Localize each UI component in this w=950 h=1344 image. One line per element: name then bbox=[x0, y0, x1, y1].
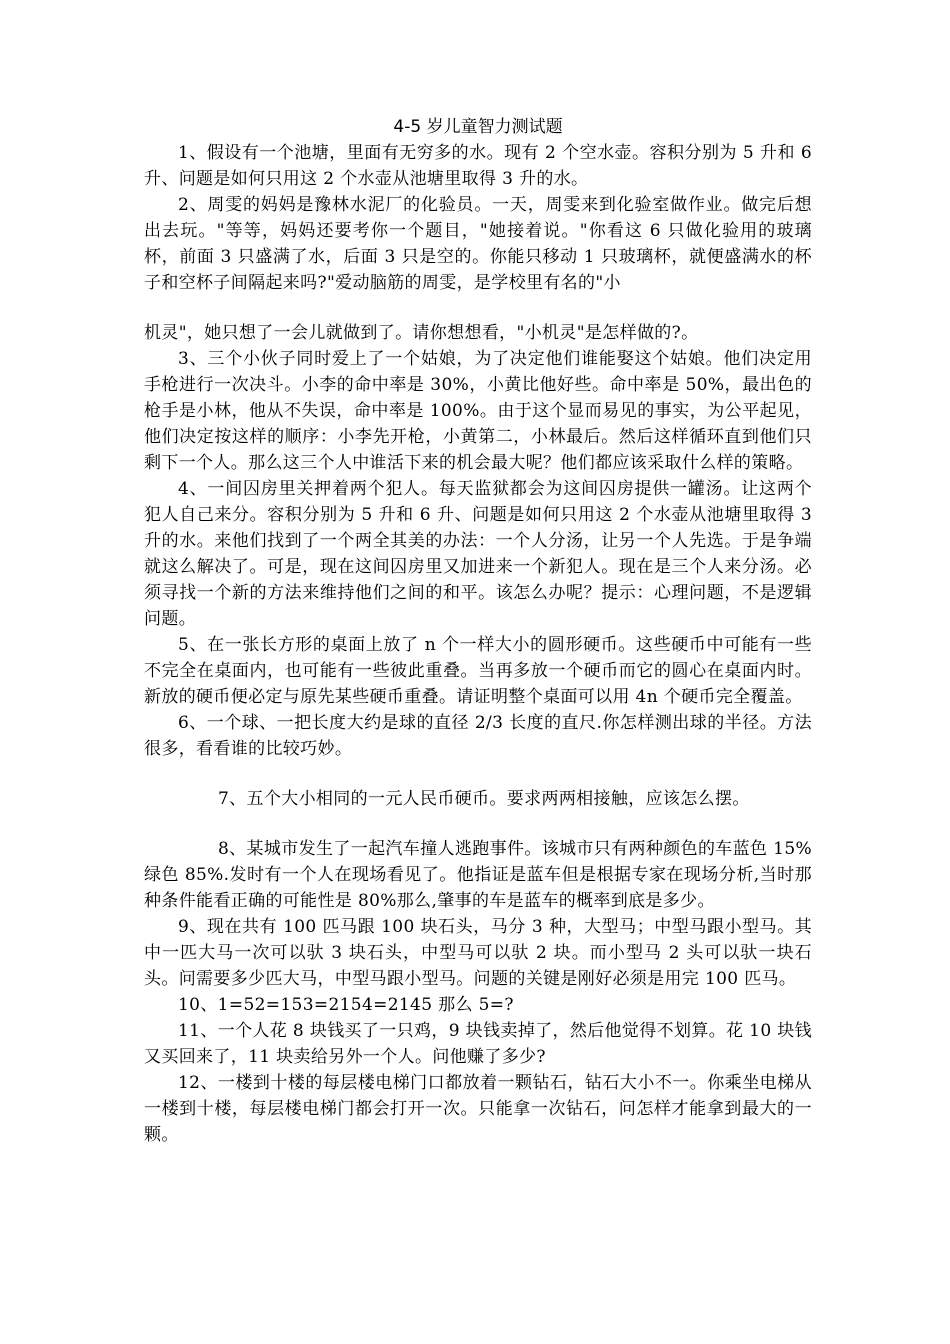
question-9: 9、现在共有 100 匹马跟 100 块石头，马分 3 种，大型马；中型马跟小型马。其中一匹大马一次可以驮 3 块石头，中型马可以驮 2 块。而小型马 2 头可以驮一块石头。问需要多少匹大马，中型马跟小型马。问题的关键是刚好必须是用完 100 匹马。 bbox=[144, 917, 812, 989]
question-6: 6、一个球、一把长度大约是球的直径 2/3 长度的直尺.你怎样测出球的半径。方法很多，看看谁的比较巧妙。 bbox=[144, 713, 812, 759]
question-7: 7、五个大小相同的一元人民币硬币。要求两两相接触，应该怎么摆。 bbox=[218, 789, 750, 809]
question-1: 1、假设有一个池塘，里面有无穷多的水。现有 2 个空水壶。容积分别为 5 升和 6 升、问题是如何只用这 2 个水壶从池塘里取得 3 升的水。 bbox=[144, 143, 812, 189]
question-2-part-2: 机灵"，她只想了一会儿就做到了。请你想想看，"小机灵"是怎样做的?。 bbox=[144, 323, 699, 343]
spacer bbox=[144, 762, 812, 786]
question-4: 4、一间囚房里关押着两个犯人。每天监狱都会为这间囚房提供一罐汤。让这两个犯人自己来分。容积分别为 5 升和 6 升、问题是如何只用这 2 个水壶从池塘里取得 3 升的水。来他们找到了一个两全其美的办法：一个人分汤，让另一个人先选。于是争端就这么解决了。可是，现在这间囚房里又加进来一个新犯人。现在是三个人来分汤。必须寻找一个新的方法来维持他们之间的和平。该怎么办呢？提示：心理问题，不是逻辑问题。 bbox=[144, 479, 812, 629]
document-page bbox=[144, 114, 812, 1148]
spacer bbox=[144, 296, 812, 320]
question-8: 8、某城市发生了一起汽车撞人逃跑事件。该城市只有两种颜色的车蓝色 15%绿色 85%.发时有一个人在现场看见了。他指证是蓝车但是根据专家在现场分析,当时那种条件能看正确的可能性是 80%那么,肇事的车是蓝车的概率到底是多少。 bbox=[144, 839, 812, 911]
question-2-part-1: 2、周雯的妈妈是豫林水泥厂的化验员。一天，周雯来到化验室做作业。做完后想出去玩。"等等，妈妈还要考你一个题目，"她接着说。"你看这 6 只做化验用的玻璃杯，前面 3 只盛满了水，后面 3 只是空的。你能只移动 1 只玻璃杯，就便盛满水的杯子和空杯子间隔起来吗?"爱动脑筋的周雯，是学校里有名的"小 bbox=[144, 195, 812, 293]
spacer bbox=[144, 812, 812, 836]
question-10: 10、1=52=153=2154=2145 那么 5=? bbox=[178, 995, 514, 1015]
question-12: 12、一楼到十楼的每层楼电梯门口都放着一颗钻石，钻石大小不一。你乘坐电梯从一楼到十楼，每层楼电梯门都会打开一次。只能拿一次钻石，问怎样才能拿到最大的一颗。 bbox=[144, 1073, 812, 1145]
question-3: 3、三个小伙子同时爱上了一个姑娘，为了决定他们谁能娶这个姑娘。他们决定用手枪进行一次决斗。小李的命中率是 30%，小黄比他好些。命中率是 50%，最出色的枪手是小林，他从不失误，命中率是 100%。由于这个显而易见的事实，为公平起见，他们决定按这样的顺序：小李先开枪，小黄第二，小林最后。然后这样循环直到他们只剩下一个人。那么这三个人中谁活下来的机会最大呢？他们都应该采取什么样的策略。 bbox=[144, 349, 812, 473]
question-11: 11、一个人花 8 块钱买了一只鸡，9 块钱卖掉了，然后他觉得不划算。花 10 块钱又买回来了，11 块卖给另外一个人。问他赚了多少? bbox=[144, 1021, 812, 1067]
document-title: 4-5 岁儿童智力测试题 bbox=[393, 117, 563, 137]
question-5: 5、在一张长方形的桌面上放了 n 个一样大小的圆形硬币。这些硬币中可能有一些不完全在桌面内，也可能有一些彼此重叠。当再多放一个硬币而它的圆心在桌面内时。新放的硬币便必定与原先某些硬币重叠。请证明整个桌面可以用 4n 个硬币完全覆盖。 bbox=[144, 635, 812, 707]
